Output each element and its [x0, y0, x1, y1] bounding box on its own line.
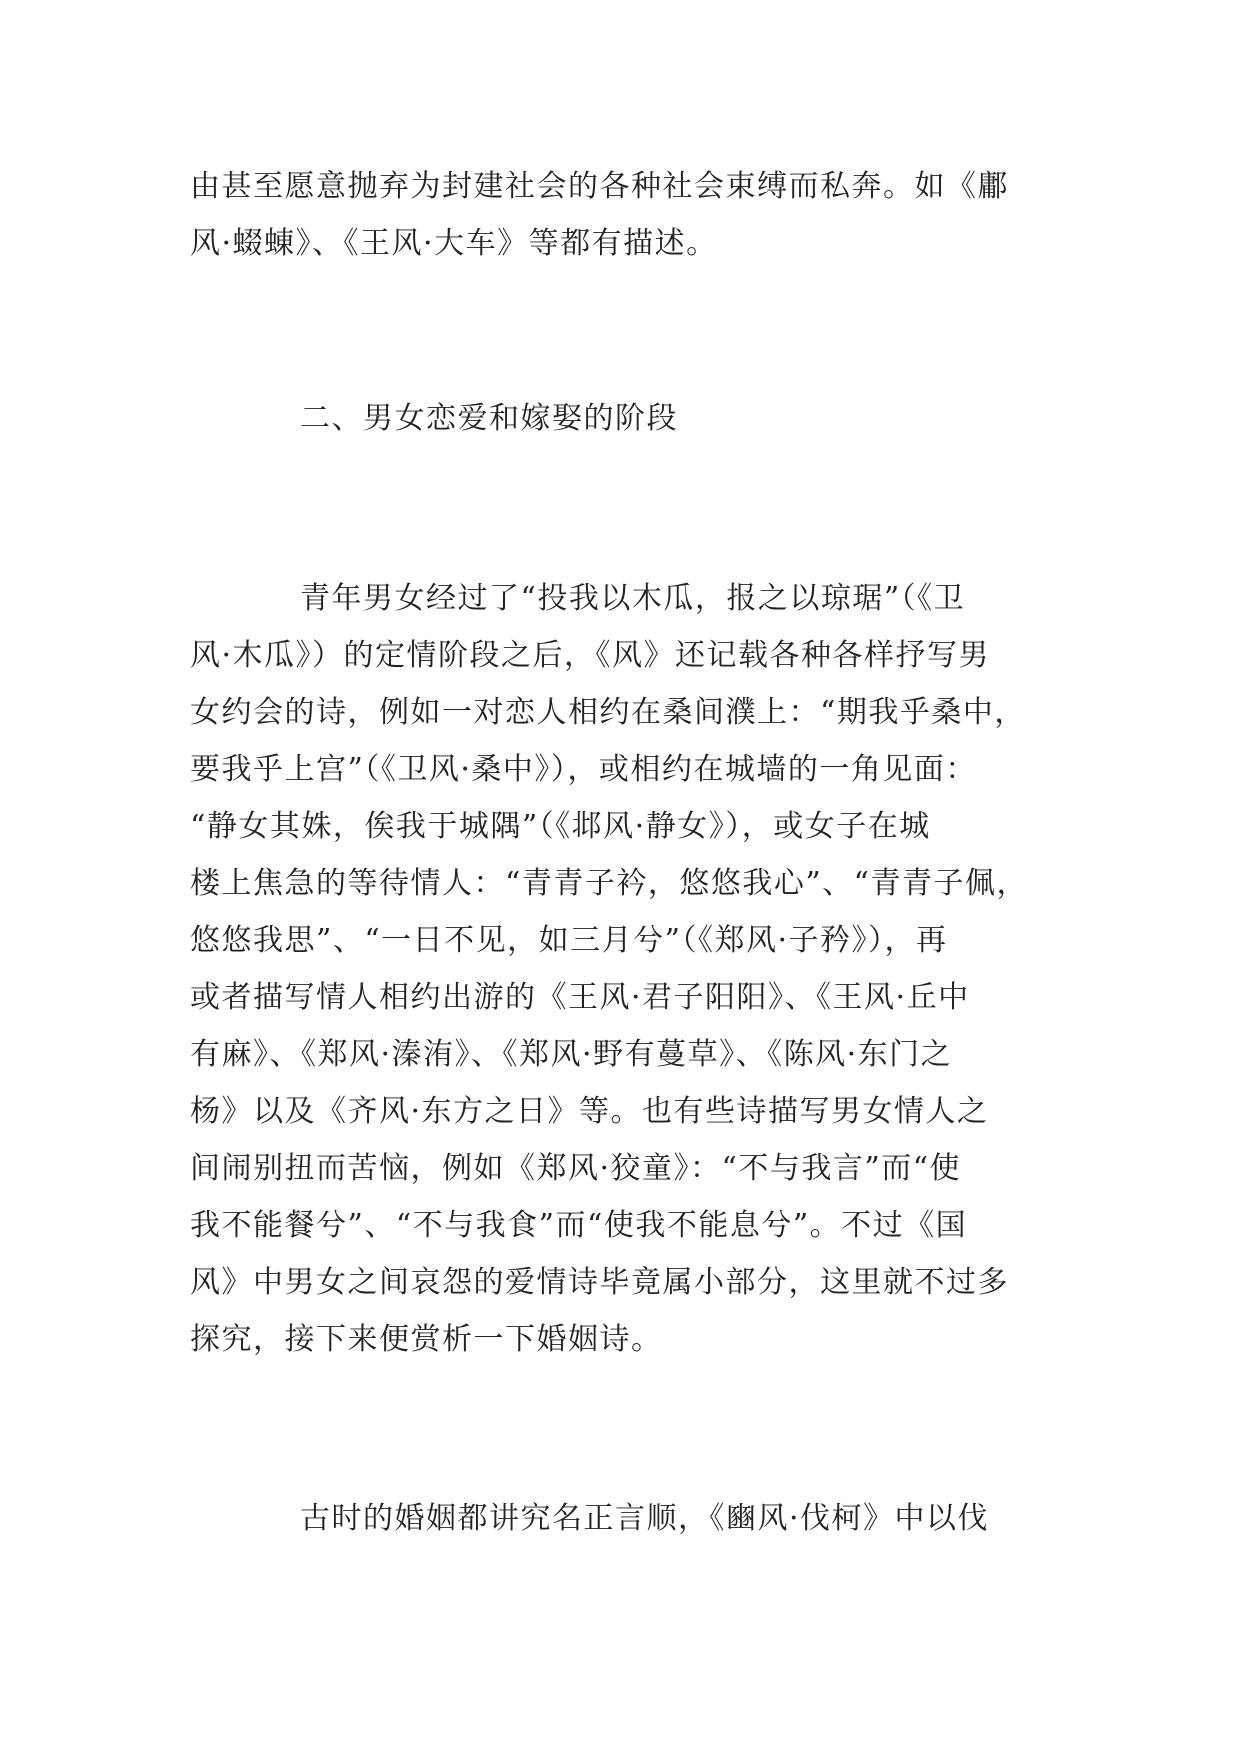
- text-line: 由甚至愿意抛弃为封建社会的各种社会束缚而私奔。如《鄘: [190, 169, 1009, 204]
- text-line: 或者描写情人相约出游的《王风·君子阳阳》、《王风·丘中: [190, 980, 970, 1015]
- text-line: 悠悠我思”、“一日不见，如三月兮”（《郑风·子矜》），再: [190, 923, 948, 958]
- text-line: 我不能餐兮”、“不与我食”而“使我不能息兮”。不过《国: [190, 1208, 968, 1243]
- text-line: 楼上焦急的等待情人：“青青子衿，悠悠我心”、“青青子佩，: [190, 866, 1029, 901]
- text-line: 古时的婚姻都讲究名正言顺，《豳风·伐柯》中以伐: [300, 1501, 990, 1536]
- text-line: 风》中男女之间哀怨的爱情诗毕竟属小部分，这里就不过多: [190, 1265, 1009, 1300]
- section-heading-text: 二、男女恋爱和嫁娶的阶段: [300, 401, 678, 436]
- text-line: “静女其姝，俟我于城隅”（《邶风·静女》），或女子在城: [190, 809, 931, 844]
- text-line: 间闹别扭而苦恼，例如《郑风·狡童》：“不与我言”而“使: [190, 1151, 962, 1186]
- paragraph-2: [190, 570, 1050, 1368]
- section-heading: [190, 390, 1050, 447]
- text-line: 要我乎上宫”（《卫风·桑中》），或相约在城墙的一角见面：: [190, 752, 977, 787]
- text-line: 有麻》、《郑风·溱洧》、《郑风·野有蔓草》、《陈风·东门之: [190, 1037, 953, 1072]
- text-line: 风·木瓜》）的定情阶段之后，《风》还记载各种各样抒写男: [190, 638, 991, 673]
- text-line: 杨》以及《齐风·东方之日》等。也有些诗描写男女情人之: [190, 1094, 989, 1129]
- text-line: 风·蝃蝀》、《王风·大车》等都有描述。: [190, 226, 718, 261]
- text-line: 探究，接下来便赏析一下婚姻诗。: [190, 1322, 663, 1357]
- paragraph-1: [190, 158, 1050, 272]
- paragraph-3: [190, 1490, 1050, 1547]
- text-line: 女约会的诗，例如一对恋人相约在桑间濮上：“期我乎桑中，: [190, 695, 1026, 730]
- text-line: 青年男女经过了“投我以木瓜，报之以琼琚”（《卫: [300, 581, 966, 616]
